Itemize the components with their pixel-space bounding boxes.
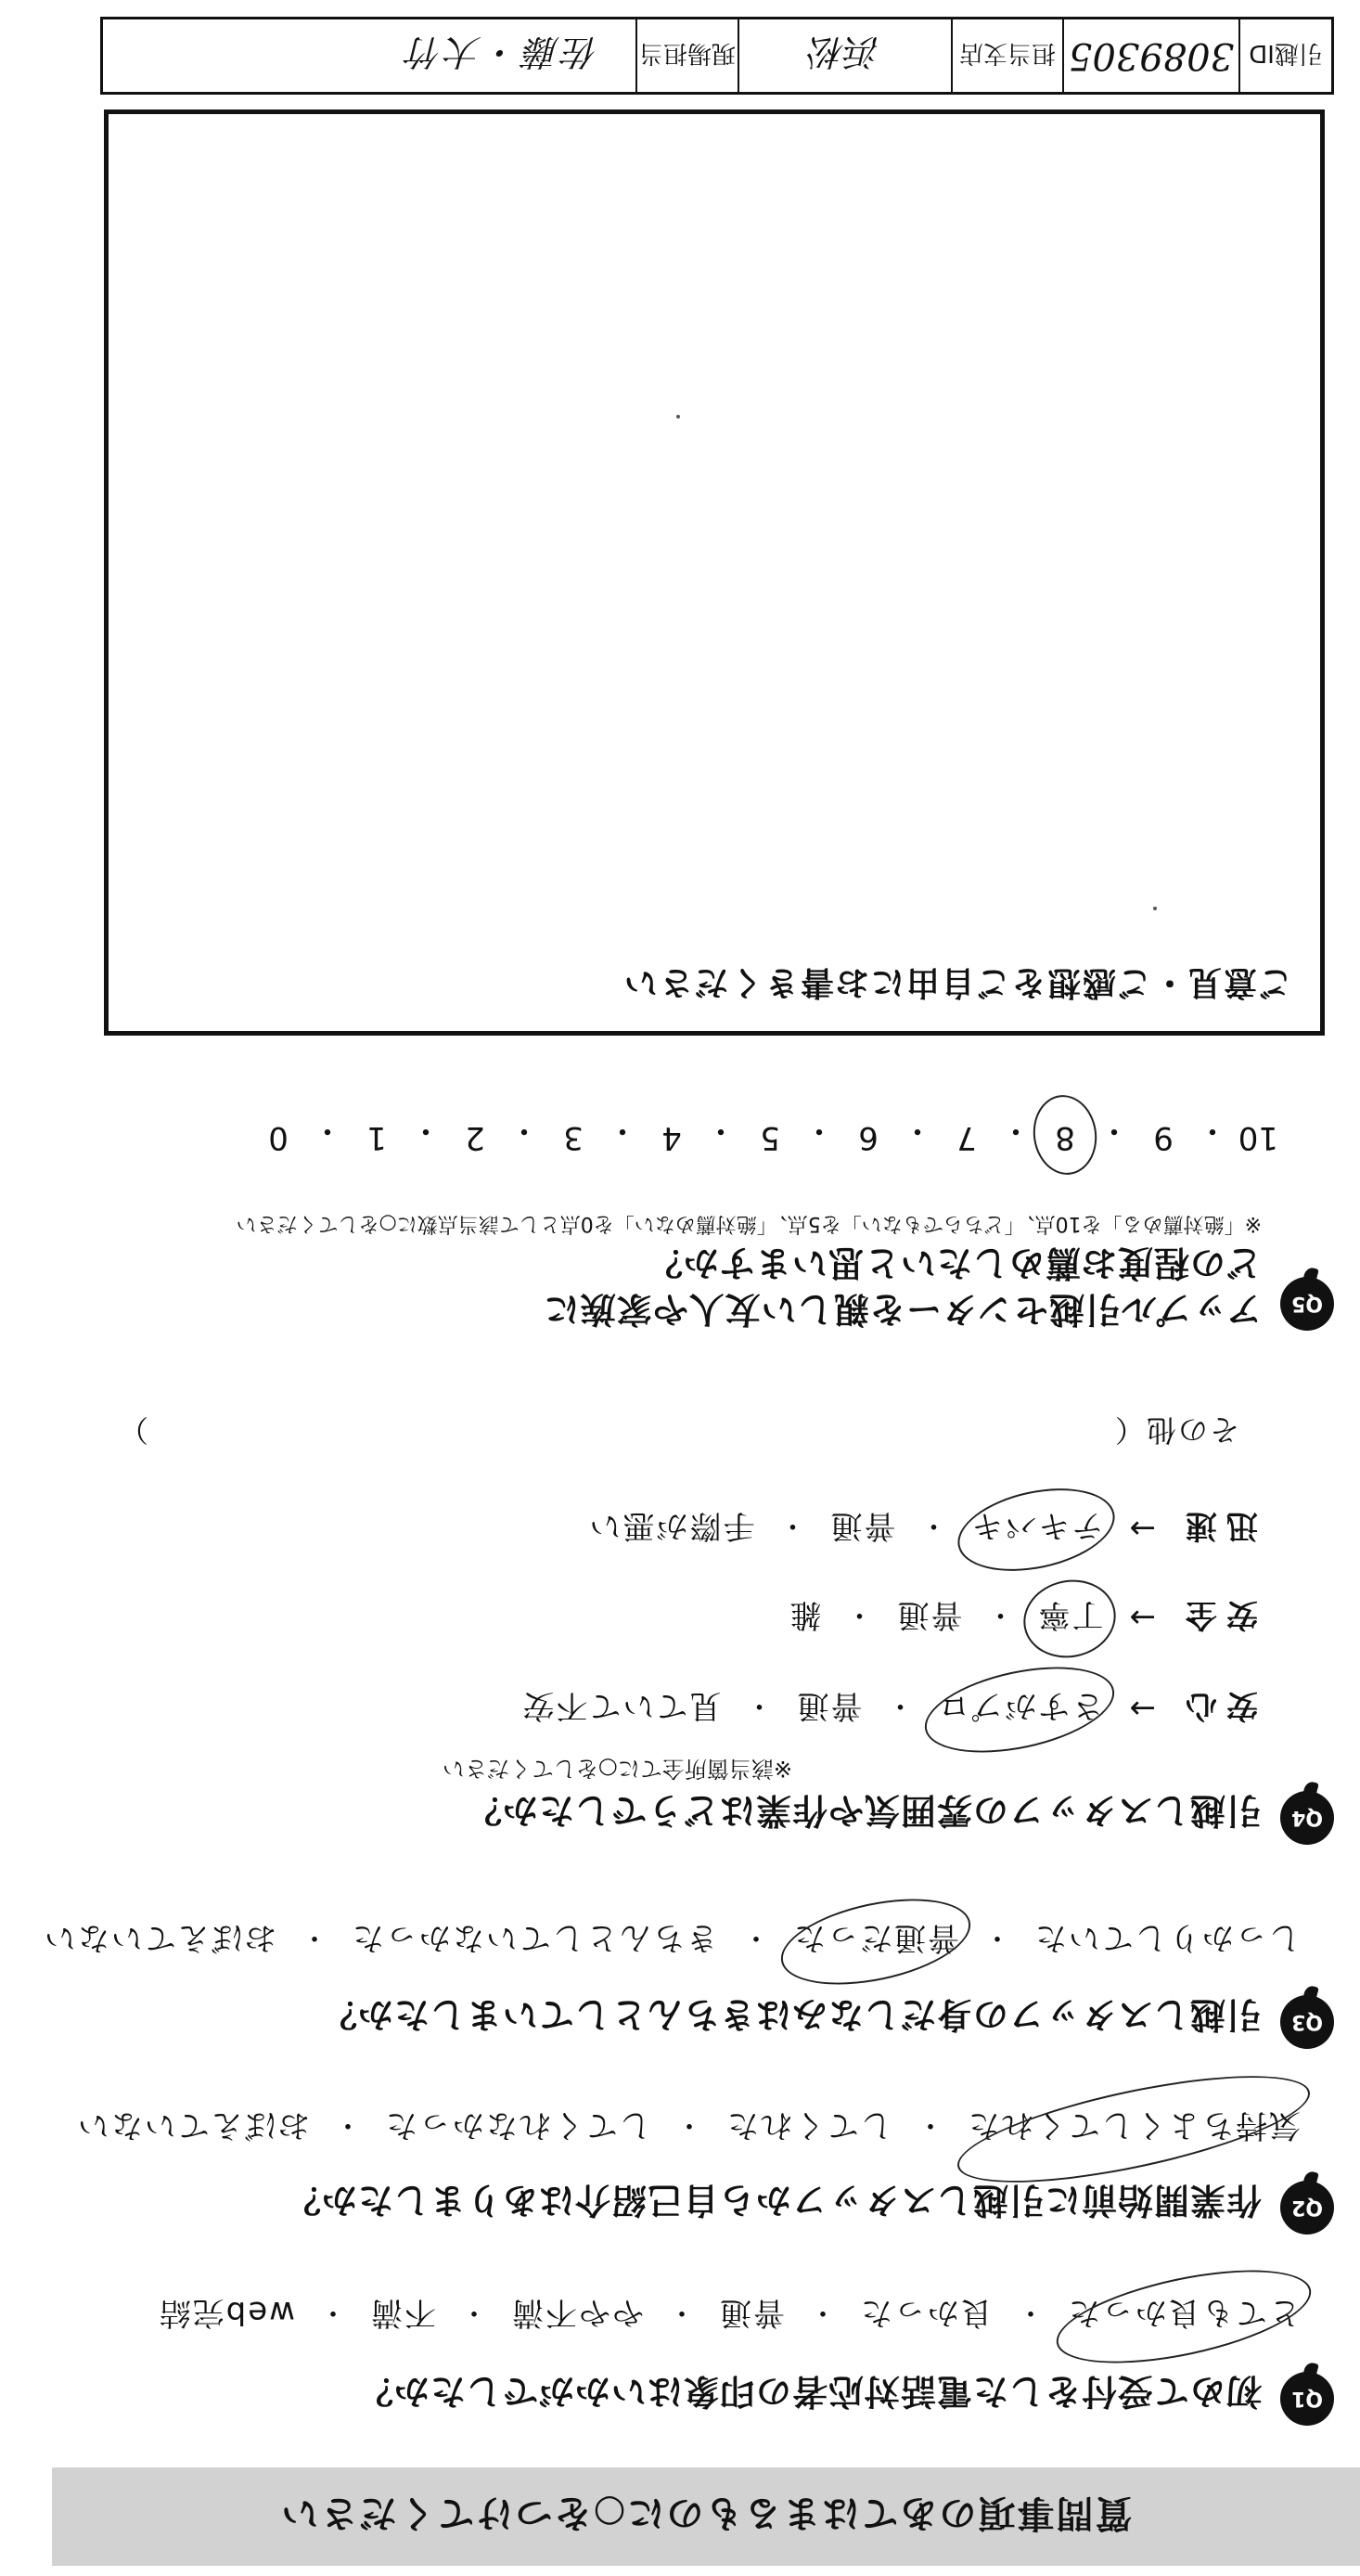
q4-jinsoku-option-normal[interactable]: 普通 [828, 1507, 896, 1544]
q4-anzen-option-careful[interactable]: 丁寧 [1037, 1595, 1104, 1641]
q2-badge [1280, 2181, 1334, 2235]
q4-row-anzen: 安全 → 丁寧 ・ 普通 ・ 雑 [789, 1595, 1259, 1641]
q4-anshin-option-pro[interactable]: さすがプロ [937, 1686, 1104, 1732]
q1-option-good[interactable]: 良かった [859, 2294, 993, 2331]
q4-jinsoku-option-brisk[interactable]: テキパキ [970, 1506, 1104, 1552]
staff-value [103, 19, 635, 92]
q4-badge-label: Q4 [1291, 1806, 1324, 1830]
instruction-banner [52, 2467, 1360, 2566]
scale-8[interactable]: 8 [1048, 1111, 1082, 1156]
q4-jinsoku-option-clumsy[interactable]: 手際が悪い [587, 1507, 755, 1544]
q4-row-jinsoku-label: 迅速 [1176, 1507, 1258, 1544]
q3-title: 引越しスタッフの身だしなみはきちんとしていましたか？ [320, 1994, 1262, 2035]
q1-options: とても良かった ・ 良かった ・ 普通 ・ やや不満 ・ 不満 ・ web完結 [158, 2293, 1301, 2338]
q5-badge-label: Q5 [1291, 1292, 1324, 1316]
q5-title-line2: どの程度お薦めしたいと思いますか？ [646, 1243, 1262, 1283]
scale-4[interactable]: 4 [661, 1119, 682, 1156]
q4-row-anshin-label: 安心 [1176, 1687, 1258, 1724]
q4-anshin-option-normal[interactable]: 普通 [795, 1687, 863, 1724]
q5-title-line1: アップル引越センターを親しい友人や家族に [543, 1289, 1262, 1330]
q2-option-dont-remember[interactable]: おぼえていない [76, 2106, 310, 2144]
comment-box[interactable] [104, 109, 1325, 1036]
branch-name: 浜松 [810, 32, 881, 73]
q3-badge-label: Q3 [1291, 2010, 1324, 2034]
scale-1[interactable]: 1 [366, 1119, 387, 1156]
instruction-text: 質問事項のあてはまるものに○をつけてください [279, 2492, 1133, 2535]
q4-anzen-option-rough[interactable]: 雑 [788, 1596, 822, 1633]
q3-options: しっかりしていた ・ 普通だった ・ きちんとしていなかった ・ おぼえていない [43, 1918, 1301, 1964]
q4-other-close: ） [116, 1412, 148, 1448]
q1-option-slightly-unsatisfied[interactable]: やや不満 [510, 2294, 644, 2331]
scale-0[interactable]: 0 [268, 1119, 289, 1156]
q4-row-jinsoku: 迅速 → テキパキ ・ 普通 ・ 手際が悪い [588, 1506, 1259, 1552]
q2-badge-label: Q2 [1291, 2196, 1324, 2220]
q1-option-unsatisfied[interactable]: 不満 [369, 2294, 436, 2331]
scale-9[interactable]: 9 [1153, 1119, 1174, 1156]
q1-badge-label: Q1 [1291, 2387, 1324, 2411]
footer-table [100, 17, 1334, 95]
q4-row-anzen-label: 安全 [1176, 1596, 1258, 1633]
q3-option-neat[interactable]: しっかりしていた [1033, 1919, 1301, 1956]
q2-option-did-not[interactable]: してくれなかった [384, 2106, 651, 2144]
q5-note: ※「絶対薦める」を10点、「どちらでもない」を5点、「絶対薦めない」を0点として該当点数に○をしてください [236, 1212, 1262, 1235]
move-id-label: 引越ID [1238, 19, 1331, 92]
q5-badge [1280, 1277, 1334, 1331]
q3-option-dont-remember[interactable]: おぼえていない [43, 1919, 276, 1956]
q4-anzen-option-normal[interactable]: 普通 [895, 1596, 963, 1633]
move-id-number: 3089305 [1068, 34, 1235, 77]
q4-row-anshin: 安心 → さすがプロ ・ 普通 ・ 見ていて不安 [521, 1686, 1259, 1732]
q4-other-label: その他（ [1112, 1412, 1239, 1448]
q2-title: 作業開始前に引越しスタッフから自己紹介はありましたか？ [284, 2180, 1262, 2221]
q4-title: 引越しスタッフの雰囲気や作業はどうでしたか？ [465, 1790, 1262, 1831]
q4-note: ※該当箇所全てに○をしてください [442, 1756, 792, 1782]
q5-scale: 10 ・ 9 ・ 8 ・ 7 ・ 6 ・ 5 ・ 4 ・ 3 ・ 2 ・ 1 ・ 0 [262, 1111, 1278, 1156]
scan-speck [676, 415, 680, 419]
q3-badge [1280, 1995, 1334, 2049]
q2-option-gladly[interactable]: 気持ちよくしてくれた [967, 2106, 1301, 2151]
q4-other [117, 1410, 1239, 1453]
staff-names: 佐藤・大竹 [403, 32, 598, 73]
scale-7[interactable]: 7 [956, 1119, 977, 1156]
scan-speck [1153, 907, 1157, 910]
q2-option-did[interactable]: してくれた [725, 2106, 892, 2144]
branch-value [738, 19, 951, 92]
q1-option-web[interactable]: web完結 [157, 2294, 295, 2331]
q4-badge [1280, 1791, 1334, 1845]
scale-6[interactable]: 6 [858, 1119, 879, 1156]
scale-2[interactable]: 2 [465, 1119, 485, 1156]
q3-option-not-neat[interactable]: きちんとしていなかった [351, 1919, 718, 1956]
q1-option-normal[interactable]: 普通 [718, 2294, 785, 2331]
q2-options: 気持ちよくしてくれた ・ してくれた ・ してくれなかった ・ おぼえていない [76, 2106, 1301, 2151]
q1-title: 初めて受付をした電話対応者の印象はいかがでしたか？ [356, 2371, 1262, 2412]
q1-option-very-good[interactable]: とても良かった [1067, 2293, 1301, 2338]
staff-label: 現場担当 [635, 19, 738, 92]
comment-title: ご意見・ご感想をご自由にお書きください [622, 963, 1292, 1001]
q3-option-normal[interactable]: 普通だった [792, 1918, 959, 1964]
scale-5[interactable]: 5 [760, 1119, 780, 1156]
move-id-value [1062, 19, 1238, 92]
scale-3[interactable]: 3 [563, 1119, 584, 1156]
q4-anshin-option-uneasy[interactable]: 見ていて不安 [520, 1687, 722, 1724]
q1-badge [1280, 2372, 1334, 2426]
scale-10[interactable]: 10 [1238, 1119, 1278, 1156]
branch-label: 担当支店 [951, 19, 1062, 92]
